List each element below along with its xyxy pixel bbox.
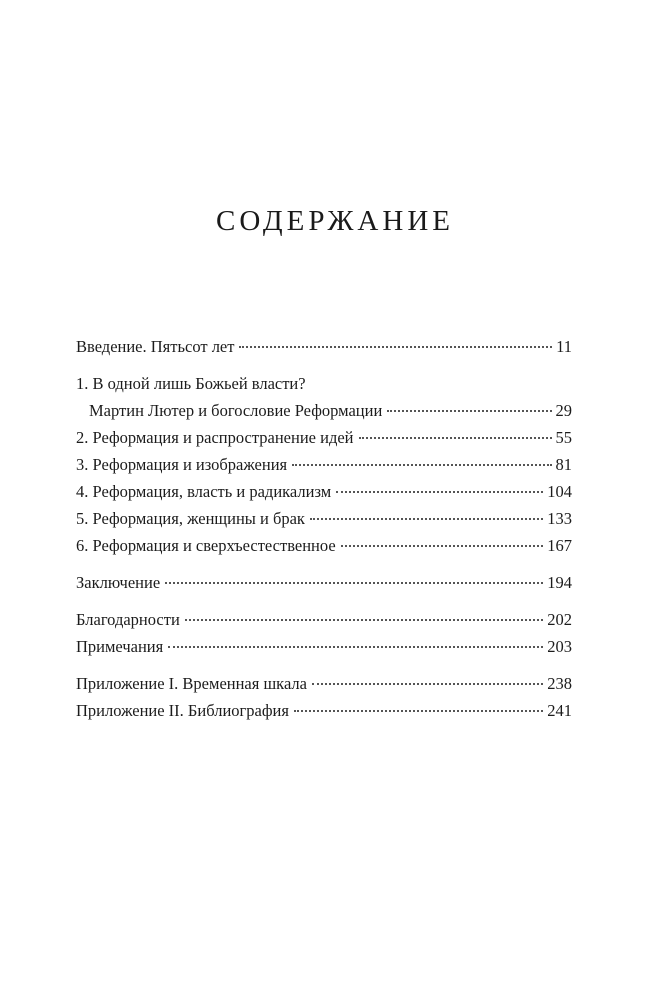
toc-entry-label: Примечания: [76, 637, 164, 656]
toc-entry-appendix-1[interactable]: [76, 670, 572, 697]
toc-entry-page: 238: [547, 674, 572, 693]
toc-entry-page: 104: [547, 482, 572, 501]
dot-leader: [310, 518, 543, 520]
page-title: СОДЕРЖАНИЕ: [216, 205, 454, 237]
toc-entry-page: 203: [547, 637, 572, 656]
table-of-contents: [76, 333, 572, 724]
toc-entry-chapter-6[interactable]: [76, 532, 572, 559]
toc-entry-label: Благодарности: [76, 610, 180, 629]
toc-entry-label: 5. Реформация, женщины и брак: [76, 509, 305, 528]
dot-leader: [168, 646, 543, 648]
toc-entry-chapter-5[interactable]: [76, 505, 572, 532]
toc-entry-chapter-3[interactable]: [76, 451, 572, 478]
toc-entry-label: Введение. Пятьсот лет: [76, 337, 235, 356]
toc-entry-chapter-4[interactable]: [76, 478, 572, 505]
toc-entry-page: 241: [547, 701, 572, 720]
dot-leader: [294, 710, 543, 712]
toc-entry-label: 6. Реформация и сверхъестественное: [76, 536, 336, 555]
toc-entry-notes[interactable]: [76, 633, 572, 660]
toc-entry-label: Заключение: [76, 573, 161, 592]
dot-leader: [387, 410, 551, 412]
toc-entry-chapter-2[interactable]: [76, 424, 572, 451]
toc-entry-page: 55: [555, 428, 572, 447]
dot-leader: [165, 582, 543, 584]
toc-entry-appendix-2[interactable]: [76, 697, 572, 724]
dot-leader: [185, 619, 543, 621]
toc-entry-chapter-1-heading[interactable]: [76, 370, 572, 397]
toc-entry-page: 29: [555, 401, 572, 420]
toc-entry-page: 167: [547, 536, 572, 555]
toc-entry-label: Мартин Лютер и богословие Реформации: [89, 401, 383, 420]
dot-leader: [292, 464, 551, 466]
dot-leader: [341, 545, 544, 547]
toc-entry-label: 3. Реформация и изображения: [76, 455, 288, 474]
toc-entry-label: 2. Реформация и распространение идей: [76, 428, 354, 447]
toc-entry-page: 194: [547, 573, 572, 592]
toc-entry-page: 11: [556, 337, 572, 356]
toc-entry-acknowledgements[interactable]: [76, 606, 572, 633]
toc-entry-conclusion[interactable]: [76, 569, 572, 596]
toc-entry-introduction[interactable]: [76, 333, 572, 360]
toc-entry-label: 1. В одной лишь Божьей власти?: [76, 374, 306, 393]
dot-leader: [359, 437, 552, 439]
toc-entry-label: 4. Реформация, власть и радикализм: [76, 482, 332, 501]
toc-entry-page: 133: [547, 509, 572, 528]
toc-entry-label: Приложение I. Временная шкала: [76, 674, 307, 693]
dot-leader: [312, 683, 543, 685]
toc-entry-label: Приложение II. Библиография: [76, 701, 289, 720]
dot-leader: [336, 491, 543, 493]
dot-leader: [239, 346, 552, 348]
toc-entry-chapter-1[interactable]: [76, 397, 572, 424]
toc-entry-page: 202: [547, 610, 572, 629]
toc-entry-page: 81: [555, 455, 572, 474]
